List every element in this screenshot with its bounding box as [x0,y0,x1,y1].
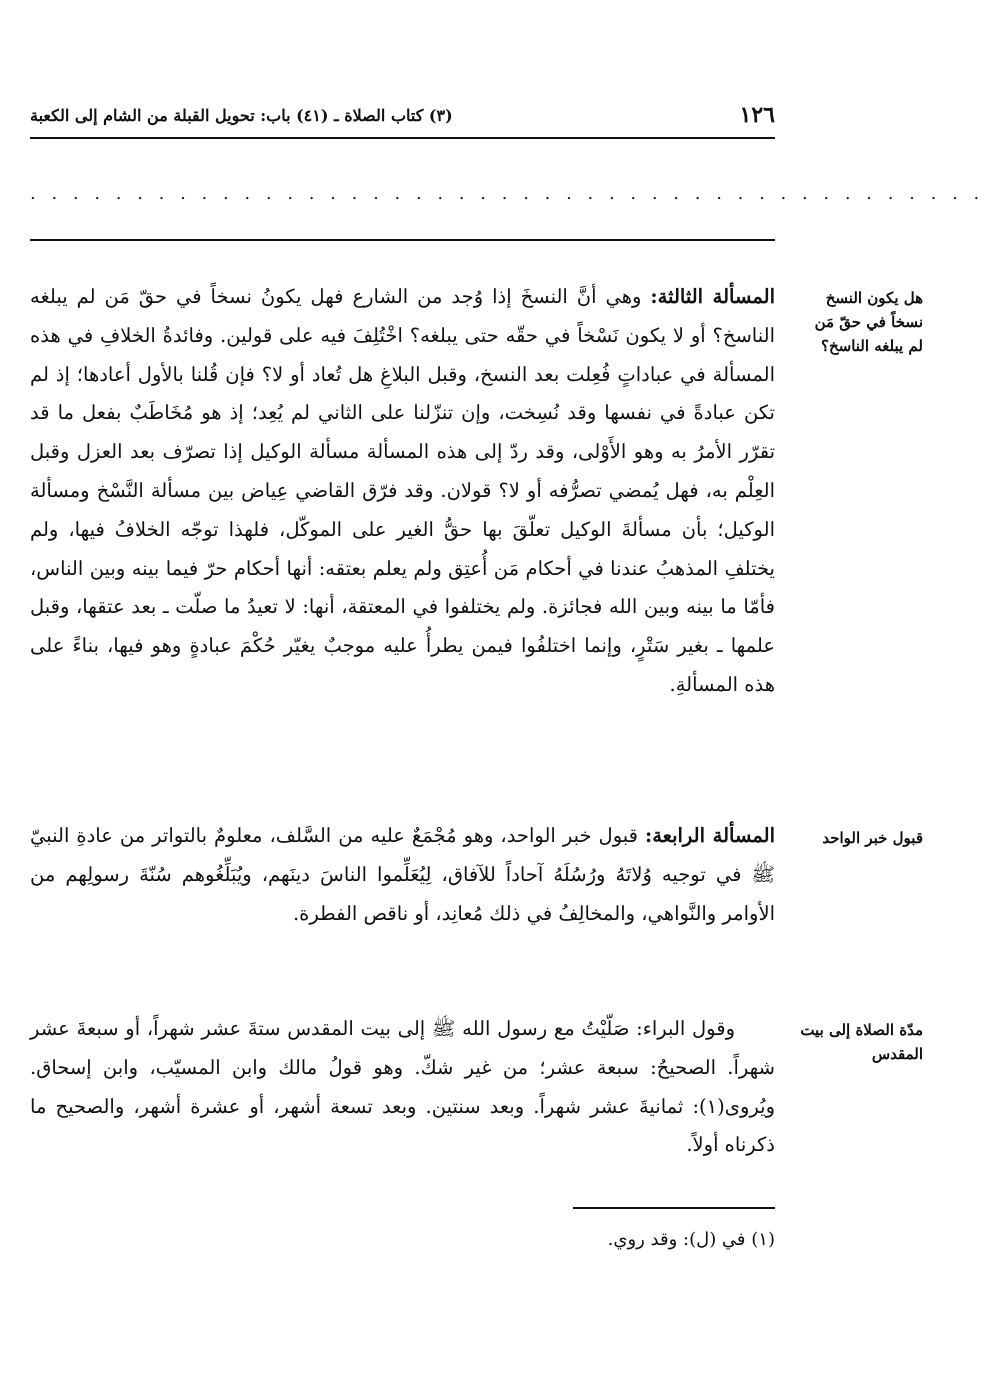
paragraph-text: قبول خبر الواحد، وهو مُجْمَعٌ عليه من السَّلف، معلومٌ بالتواتر من عادةِ النبيّ ﷺ في توجيه وُلاتَهُ ورُسُلَهُ آحاداً للآفاق، لِيُعَلِّموا الناسَ دينَهم، ويُبَلِّغُوهم سُنّةَ رسولِهم من الأوامر والنَّواهي، والمخالِفُ في ذلك مُعانِد، أو ناقص الفطرة. [30,824,775,925]
paragraph-text: وقول البراء: صَلّيْتُ مع رسول الله ﷺ إلى بيت المقدس ستةَ عشر شهراً، أو سبعةَ عشر شهراً. الصحيحُ: سبعة عشر؛ من غير شكّ. وهو قولُ مالك وابن المسيّب، وابن إسحاق. ويُروى(١): ثمانيةَ عشر شهراً. وبعد سنتين. وبعد تسعة أشهر، أو عشرة أشهر، والصحيح ما ذكرناه أولاً. [30,1017,775,1157]
paragraph-issue-three [30,278,775,705]
page-header [30,100,775,134]
paragraph-issue-four [30,817,775,933]
issue-label: المسألة الرابعة: [645,824,776,847]
page-number: ١٢٦ [739,102,775,128]
dotted-separator: . . . . . . . . . . . . . . . . . . . . . . . . . . . . . . . . . . . . . . . . . . . . . [30,183,984,204]
footnote: (١) في (ل): وقد روي. [607,1229,775,1250]
margin-note-3: مدّة الصلاة إلى بيت المقدس [800,1021,923,1063]
margin-note-1: هل يكون النسخ نسخاً في حقّ مَن لم يبلغه الناسخ؟ [814,289,923,355]
paragraph-bara-report [30,1010,775,1165]
margin-note-2: قبول خبر الواحد [822,829,923,847]
section-rule [30,239,775,241]
paragraph-text: وهي أنَّ النسخَ إذا وُجد من الشارع فهل يكونُ نسخاً في حقّ مَن لم يبلغه الناسخ؟ أو لا يكون نَسْخاً في حقّه حتى يبلغه؟ اخْتُلِفَ فيه على قولين. وفائدةُ الخلافِ في هذه المسألة في عباداتٍ فُعِلت بعد النسخ، وقبل البلاغِ هل تُعاد أو لا؟ فإن قُلنا بالأول أعادها؛ إذ لم تكن عبادةً في نفسها وقد نُسِخت، وإن تنزّلنا على الثاني لم يُعِد؛ إذ هو مُخَاطَبٌ بفعل ما قد تقرّر الأمرُ به وهو الأَوْلى، وقد ردّ إلى هذه المسألة مسألة الوكيل إذا تصرّف بعد العزل وقبل العِلْم به، فهل يُمضي تصرُّفه أو لا؟ قولان. وقد فرّق القاضي عِياض بين مسألة النَّسْخ ومسألة الوكيل؛ بأن مسألةَ الوكيل تعلّقَ بها حقُّ الغير على الموكّل، فلهذا توجّه الخلافُ فيها، ولم يختلفِ المذهبُ عندنا في أحكام مَن أُعتِق ولم يعلم بعتقه: أنها أحكام حرّ فيما بينه وبين الناس، فأمّا ما بينه وبين الله فجائزة. ولم يختلفوا في المعتقة، أنها: لا تعيدُ ما صلّت ـ بعد عتقها، وقبل علمها ـ بغير سَتْرٍ، وإنما اختلفُوا فيمن يطرأُ عليه موجبٌ يغيّر حُكْمَ عبادةٍ وهو فيها، بناءً على هذه المسألةِ. [30,285,775,696]
footnote-rule [573,1207,775,1209]
issue-label: المسألة الثالثة: [650,285,775,308]
running-title: (٣) كتاب الصلاة ـ (٤١) باب: تحويل القبلة من الشام إلى الكعبة [30,106,453,125]
header-rule [30,137,775,139]
